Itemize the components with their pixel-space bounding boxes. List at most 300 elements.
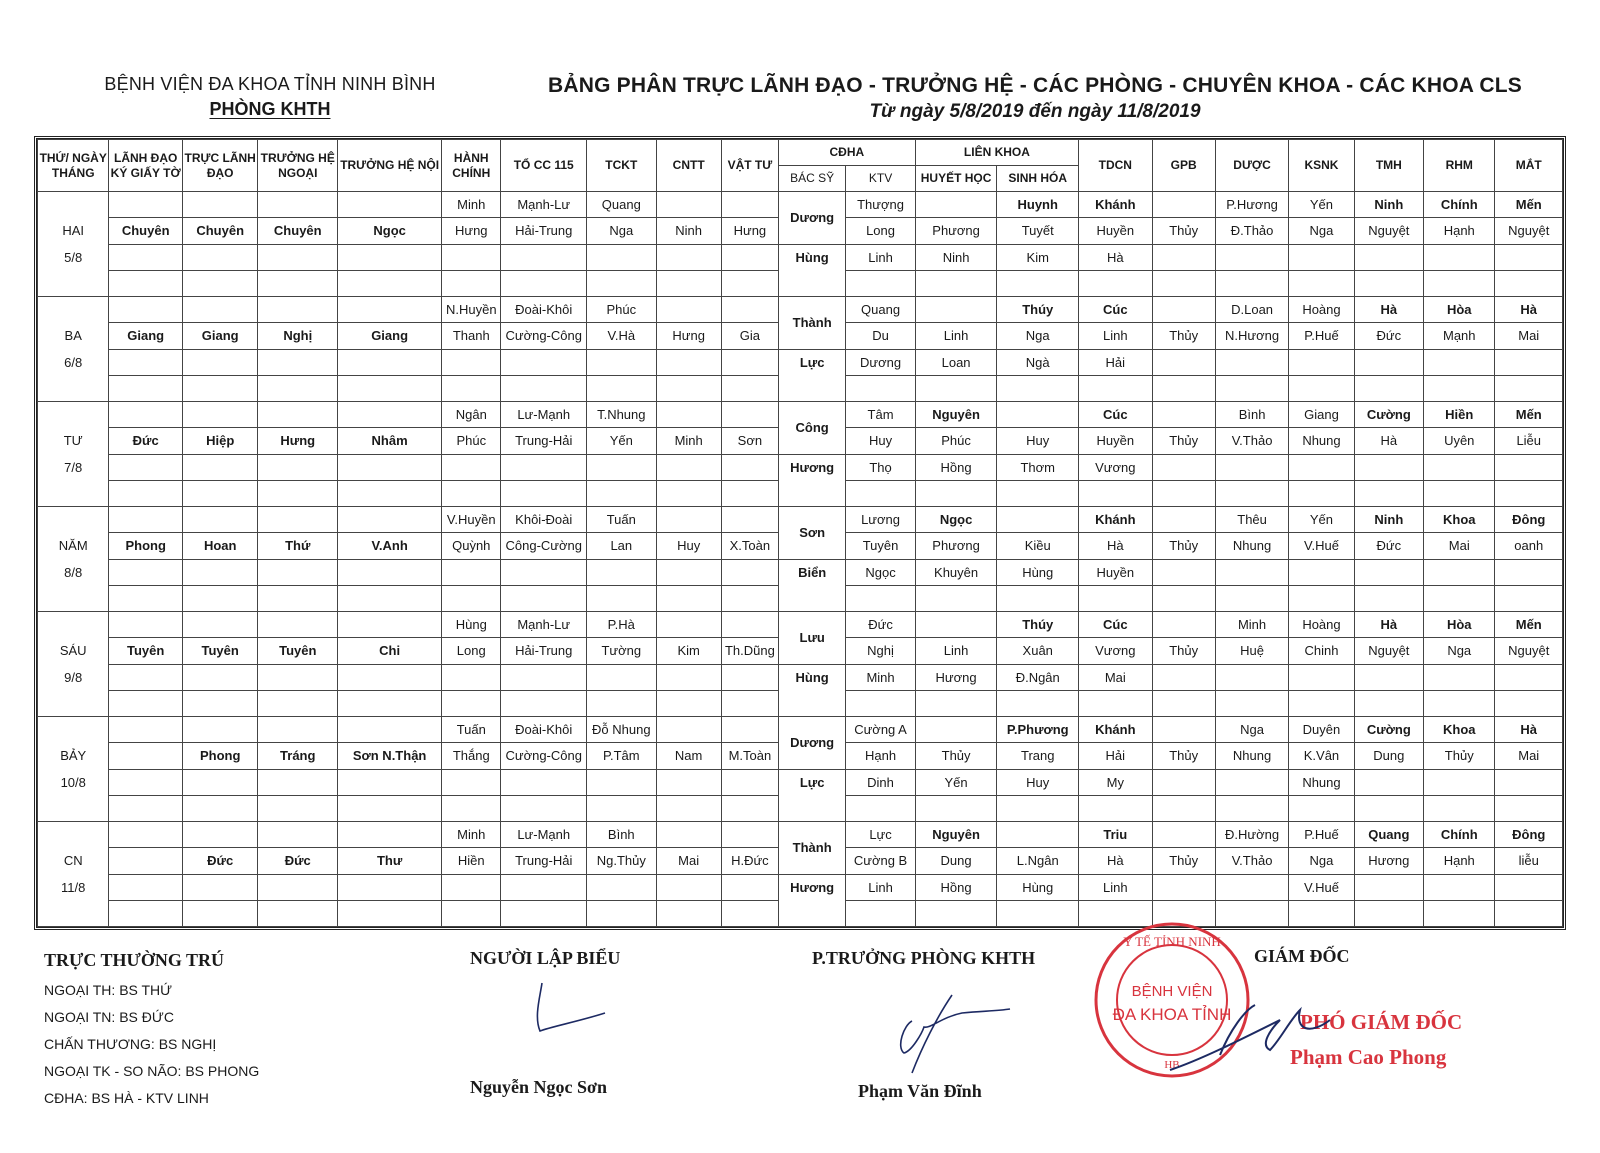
schedule-cell: Vương xyxy=(1079,454,1152,480)
schedule-cell: N.Hương xyxy=(1215,323,1288,349)
schedule-cell: Tuyên xyxy=(258,638,338,664)
schedule-cell: Hiền xyxy=(442,848,501,874)
schedule-cell xyxy=(338,559,442,585)
schedule-cell xyxy=(338,507,442,533)
schedule-cell: Chuyên xyxy=(109,218,182,244)
schedule-cell: Đức xyxy=(1354,323,1423,349)
schedule-cell: Hương xyxy=(1354,848,1423,874)
schedule-cell: Thêu xyxy=(1215,507,1288,533)
schedule-cell xyxy=(1424,244,1495,270)
schedule-cell xyxy=(442,480,501,506)
schedule-cell: Dung xyxy=(1354,743,1423,769)
day-cell xyxy=(38,690,109,716)
schedule-cell xyxy=(1152,585,1215,611)
schedule-cell xyxy=(1495,900,1563,926)
schedule-cell xyxy=(501,244,587,270)
schedule-cell: Yến xyxy=(1289,507,1354,533)
schedule-cell: Mai xyxy=(1424,533,1495,559)
schedule-cell xyxy=(721,822,778,848)
schedule-cell: Hưng xyxy=(721,218,778,244)
schedule-cell xyxy=(338,900,442,926)
schedule-cell xyxy=(182,402,258,428)
table-row xyxy=(38,769,1563,795)
table-row xyxy=(38,559,1563,585)
schedule-cell: Hà xyxy=(1495,297,1563,323)
schedule-cell xyxy=(182,822,258,848)
schedule-cell: Liễu xyxy=(1495,428,1563,454)
schedule-cell xyxy=(915,297,997,323)
cdha-doctor-cell: Thành xyxy=(778,822,845,875)
schedule-cell xyxy=(1495,795,1563,821)
col-header-cdha-ktv: KTV xyxy=(846,166,915,192)
schedule-cell: Bình xyxy=(587,822,656,848)
schedule-cell: Mai xyxy=(1495,743,1563,769)
schedule-cell xyxy=(1424,690,1495,716)
schedule-cell: Giang xyxy=(1289,402,1354,428)
schedule-cell: Mạnh-Lư xyxy=(501,612,587,638)
schedule-cell: Phúc xyxy=(587,297,656,323)
schedule-cell xyxy=(501,270,587,296)
day-cell: 10/8 xyxy=(38,769,109,795)
schedule-cell xyxy=(258,717,338,743)
schedule-cell xyxy=(721,690,778,716)
schedule-cell xyxy=(1152,270,1215,296)
schedule-cell xyxy=(656,900,721,926)
day-cell: 8/8 xyxy=(38,559,109,585)
schedule-cell: Hồng xyxy=(915,874,997,900)
schedule-cell xyxy=(721,612,778,638)
schedule-cell: Thủy xyxy=(1424,743,1495,769)
schedule-cell: Nghị xyxy=(846,638,915,664)
schedule-cell xyxy=(258,769,338,795)
schedule-cell: Yến xyxy=(587,428,656,454)
schedule-cell: Hoàng xyxy=(1289,297,1354,323)
schedule-cell xyxy=(656,192,721,218)
schedule-cell: Thủy xyxy=(915,743,997,769)
schedule-cell xyxy=(721,192,778,218)
schedule-cell: Huyền xyxy=(1079,428,1152,454)
col-header-lk-sh: SINH HÓA xyxy=(997,166,1079,192)
schedule-cell: Hưng xyxy=(258,428,338,454)
schedule-cell: Hùng xyxy=(442,612,501,638)
schedule-cell xyxy=(587,349,656,375)
schedule-cell: Thượng xyxy=(846,192,915,218)
schedule-cell xyxy=(258,585,338,611)
schedule-cell xyxy=(1079,270,1152,296)
schedule-cell: Dung xyxy=(915,848,997,874)
schedule-cell: Hạnh xyxy=(1424,848,1495,874)
schedule-cell xyxy=(915,192,997,218)
schedule-cell xyxy=(915,480,997,506)
schedule-cell xyxy=(656,795,721,821)
schedule-cell: Hà xyxy=(1354,297,1423,323)
schedule-cell xyxy=(442,559,501,585)
schedule-cell xyxy=(442,664,501,690)
schedule-cell xyxy=(997,690,1079,716)
table-row xyxy=(38,664,1563,690)
schedule-cell xyxy=(997,480,1079,506)
schedule-cell: Cúc xyxy=(1079,612,1152,638)
schedule-cell: Linh xyxy=(915,638,997,664)
schedule-cell: K.Vân xyxy=(1289,743,1354,769)
schedule-cell: V.Thảo xyxy=(1215,428,1288,454)
schedule-cell: Mến xyxy=(1495,612,1563,638)
schedule-cell xyxy=(1289,690,1354,716)
schedule-cell xyxy=(1152,717,1215,743)
schedule-cell xyxy=(587,244,656,270)
col-header-c2: TRỰC LÃNH ĐẠO xyxy=(182,140,258,192)
schedule-cell: Ninh xyxy=(1354,192,1423,218)
schedule-cell xyxy=(915,585,997,611)
schedule-cell xyxy=(1354,270,1423,296)
schedule-cell xyxy=(258,480,338,506)
schedule-cell xyxy=(338,874,442,900)
schedule-cell: Yến xyxy=(915,769,997,795)
schedule-cell xyxy=(656,454,721,480)
schedule-cell xyxy=(1079,375,1152,401)
schedule-cell xyxy=(997,270,1079,296)
cdha-doctor-cell: Lực xyxy=(778,349,845,402)
schedule-cell: Thủy xyxy=(1152,323,1215,349)
deputy-head-title: P.TRƯỞNG PHÒNG KHTH xyxy=(812,948,1036,968)
cdha-doctor-cell: Dương xyxy=(778,192,845,245)
cdha-doctor-cell: Lực xyxy=(778,769,845,822)
schedule-cell xyxy=(501,585,587,611)
schedule-cell xyxy=(1079,585,1152,611)
schedule-cell xyxy=(1152,664,1215,690)
schedule-cell xyxy=(721,480,778,506)
schedule-cell xyxy=(1289,795,1354,821)
schedule-cell xyxy=(1354,559,1423,585)
schedule-cell: Nam xyxy=(656,743,721,769)
resident-duty-line: CĐHA: BS HÀ - KTV LINH xyxy=(44,1090,209,1106)
schedule-cell xyxy=(109,717,182,743)
table-row xyxy=(38,507,1563,533)
schedule-cell: Cường-Công xyxy=(501,323,587,349)
schedule-cell xyxy=(182,795,258,821)
schedule-cell: Cường-Công xyxy=(501,743,587,769)
schedule-cell xyxy=(1424,559,1495,585)
schedule-cell xyxy=(997,900,1079,926)
schedule-cell: Hưng xyxy=(656,323,721,349)
schedule-cell: Hà xyxy=(1495,717,1563,743)
schedule-cell xyxy=(587,585,656,611)
col-header-day: THỨ/ NGÀY THÁNG xyxy=(38,140,109,192)
schedule-cell xyxy=(338,612,442,638)
col-header-c1: LÃNH ĐẠO KÝ GIẤY TỜ xyxy=(109,140,182,192)
schedule-cell xyxy=(656,717,721,743)
schedule-cell xyxy=(721,349,778,375)
day-cell xyxy=(38,402,109,428)
schedule-cell xyxy=(182,664,258,690)
deputy-head-name: Phạm Văn Đĩnh xyxy=(858,1081,982,1101)
schedule-cell xyxy=(656,402,721,428)
schedule-cell xyxy=(1215,454,1288,480)
schedule-cell xyxy=(182,244,258,270)
schedule-cell xyxy=(656,480,721,506)
schedule-cell: D.Loan xyxy=(1215,297,1288,323)
schedule-cell: Hạnh xyxy=(1424,218,1495,244)
schedule-cell: Ninh xyxy=(1354,507,1423,533)
schedule-cell xyxy=(109,690,182,716)
schedule-cell: Quang xyxy=(1354,822,1423,848)
schedule-cell xyxy=(338,244,442,270)
schedule-cell: Huệ xyxy=(1215,638,1288,664)
schedule-cell: Nhung xyxy=(1215,743,1288,769)
schedule-cell: Hương xyxy=(915,664,997,690)
schedule-cell xyxy=(721,559,778,585)
schedule-cell: Phúc xyxy=(442,428,501,454)
schedule-cell xyxy=(587,559,656,585)
schedule-cell xyxy=(182,507,258,533)
day-cell: 7/8 xyxy=(38,454,109,480)
schedule-cell: Kiều xyxy=(997,533,1079,559)
schedule-cell: Đông xyxy=(1495,507,1563,533)
schedule-cell xyxy=(442,874,501,900)
schedule-cell xyxy=(338,192,442,218)
schedule-cell: V.Huế xyxy=(1289,533,1354,559)
schedule-cell xyxy=(1354,349,1423,375)
schedule-cell: L.Ngân xyxy=(997,848,1079,874)
schedule-cell xyxy=(997,822,1079,848)
day-cell xyxy=(38,297,109,323)
schedule-cell xyxy=(1354,585,1423,611)
schedule-cell: Phúc xyxy=(915,428,997,454)
schedule-cell xyxy=(1289,454,1354,480)
schedule-cell: Hải xyxy=(1079,743,1152,769)
schedule-cell xyxy=(1152,795,1215,821)
duty-table-frame xyxy=(34,136,1566,930)
schedule-cell xyxy=(656,874,721,900)
schedule-cell xyxy=(846,900,915,926)
schedule-cell xyxy=(109,612,182,638)
schedule-cell xyxy=(182,454,258,480)
schedule-cell xyxy=(587,480,656,506)
schedule-cell xyxy=(338,664,442,690)
schedule-cell xyxy=(109,480,182,506)
schedule-cell xyxy=(915,795,997,821)
schedule-cell xyxy=(182,769,258,795)
schedule-cell: Minh xyxy=(1215,612,1288,638)
schedule-cell xyxy=(442,585,501,611)
schedule-cell: Linh xyxy=(1079,874,1152,900)
schedule-cell xyxy=(258,454,338,480)
schedule-cell xyxy=(721,454,778,480)
cdha-doctor-cell: Hùng xyxy=(778,664,845,717)
schedule-cell: Hiệp xyxy=(182,428,258,454)
schedule-cell xyxy=(338,454,442,480)
schedule-cell: Huy xyxy=(656,533,721,559)
schedule-cell: liễu xyxy=(1495,848,1563,874)
resident-duty-line: CHẤN THƯƠNG: BS NGHỊ xyxy=(44,1036,217,1052)
schedule-cell: X.Toàn xyxy=(721,533,778,559)
schedule-cell xyxy=(1495,874,1563,900)
schedule-cell: Mến xyxy=(1495,192,1563,218)
schedule-cell xyxy=(442,349,501,375)
schedule-cell: Cường xyxy=(1354,402,1423,428)
schedule-cell: Linh xyxy=(846,244,915,270)
schedule-cell xyxy=(501,349,587,375)
schedule-cell xyxy=(1152,612,1215,638)
document-title-block xyxy=(505,74,1565,123)
schedule-cell xyxy=(1079,795,1152,821)
col-header-c15: GPB xyxy=(1152,140,1215,192)
schedule-cell xyxy=(721,900,778,926)
cdha-doctor-cell: Hương xyxy=(778,454,845,507)
schedule-cell: Mến xyxy=(1495,402,1563,428)
resident-duty-line: NGOẠI TH: BS THỨ xyxy=(44,982,173,998)
schedule-cell: Hiền xyxy=(1424,402,1495,428)
schedule-cell: Thúy xyxy=(997,297,1079,323)
schedule-cell xyxy=(656,244,721,270)
schedule-cell: Đoài-Khôi xyxy=(501,297,587,323)
schedule-cell: Tuấn xyxy=(442,717,501,743)
day-cell xyxy=(38,585,109,611)
col-header-c16: DƯỢC xyxy=(1215,140,1288,192)
schedule-cell xyxy=(1354,769,1423,795)
schedule-cell xyxy=(258,664,338,690)
schedule-cell xyxy=(338,795,442,821)
schedule-cell xyxy=(338,349,442,375)
schedule-cell xyxy=(846,690,915,716)
schedule-cell: Minh xyxy=(656,428,721,454)
schedule-cell: Du xyxy=(846,323,915,349)
day-cell xyxy=(38,717,109,743)
schedule-cell xyxy=(1495,244,1563,270)
schedule-cell: Nguyệt xyxy=(1495,638,1563,664)
schedule-cell xyxy=(442,900,501,926)
cdha-doctor-cell: Biển xyxy=(778,559,845,612)
schedule-cell xyxy=(1215,585,1288,611)
schedule-cell xyxy=(1079,690,1152,716)
schedule-cell: Đ.Hường xyxy=(1215,822,1288,848)
table-row xyxy=(38,349,1563,375)
schedule-cell xyxy=(1289,349,1354,375)
col-header-c17: KSNK xyxy=(1289,140,1354,192)
schedule-cell xyxy=(442,795,501,821)
schedule-cell: Thủy xyxy=(1152,533,1215,559)
schedule-cell: Đ.Ngân xyxy=(997,664,1079,690)
schedule-cell xyxy=(1289,244,1354,270)
table-row xyxy=(38,874,1563,900)
schedule-cell: Yến xyxy=(1289,192,1354,218)
schedule-cell: Phương xyxy=(915,218,997,244)
schedule-cell: Linh xyxy=(915,323,997,349)
schedule-cell xyxy=(846,270,915,296)
schedule-body xyxy=(38,192,1563,927)
schedule-cell: Phương xyxy=(915,533,997,559)
schedule-cell: Hải xyxy=(1079,349,1152,375)
schedule-cell: Cường A xyxy=(846,717,915,743)
schedule-cell xyxy=(656,585,721,611)
schedule-cell xyxy=(338,297,442,323)
schedule-cell: Thắng xyxy=(442,743,501,769)
schedule-cell xyxy=(442,244,501,270)
schedule-cell: Cường B xyxy=(846,848,915,874)
schedule-cell xyxy=(258,900,338,926)
schedule-cell: Nhung xyxy=(1289,428,1354,454)
col-header-c9: VẬT TƯ xyxy=(721,140,778,192)
schedule-cell xyxy=(182,297,258,323)
schedule-cell: Mai xyxy=(1079,664,1152,690)
schedule-cell: Cúc xyxy=(1079,402,1152,428)
schedule-cell: Giang xyxy=(182,323,258,349)
schedule-cell xyxy=(338,270,442,296)
col-header-c3: TRƯỞNG HỆ NGOẠI xyxy=(258,140,338,192)
schedule-cell: Khuyên xyxy=(915,559,997,585)
col-header-c20: MẮT xyxy=(1495,140,1563,192)
day-cell xyxy=(38,822,109,848)
schedule-cell xyxy=(109,270,182,296)
table-row xyxy=(38,717,1563,743)
schedule-cell xyxy=(109,559,182,585)
schedule-cell: Vương xyxy=(1079,638,1152,664)
schedule-cell xyxy=(338,585,442,611)
schedule-cell: Đông xyxy=(1495,822,1563,848)
schedule-cell: Bình xyxy=(1215,402,1288,428)
schedule-cell xyxy=(1495,349,1563,375)
schedule-cell xyxy=(109,795,182,821)
schedule-cell xyxy=(1215,795,1288,821)
preparer-signature-icon xyxy=(470,977,610,1047)
cdha-doctor-cell: Dương xyxy=(778,717,845,770)
schedule-cell xyxy=(997,402,1079,428)
schedule-cell: Nga xyxy=(587,218,656,244)
schedule-cell: Thọ xyxy=(846,454,915,480)
schedule-cell: Nguyệt xyxy=(1354,218,1423,244)
schedule-cell: Lan xyxy=(587,533,656,559)
schedule-cell: Hòa xyxy=(1424,297,1495,323)
schedule-cell: V.Huyền xyxy=(442,507,501,533)
schedule-cell xyxy=(258,559,338,585)
schedule-cell xyxy=(1495,375,1563,401)
schedule-cell: Thủy xyxy=(1152,848,1215,874)
schedule-cell xyxy=(258,349,338,375)
schedule-cell xyxy=(1152,454,1215,480)
schedule-cell xyxy=(1152,769,1215,795)
col-header-c5: HÀNH CHÍNH xyxy=(442,140,501,192)
hospital-name: BỆNH VIỆN ĐA KHOA TỈNH NINH BÌNH xyxy=(104,74,436,94)
schedule-cell: Hòa xyxy=(1424,612,1495,638)
schedule-cell: Nguyên xyxy=(915,822,997,848)
schedule-cell xyxy=(915,717,997,743)
cdha-doctor-cell: Thành xyxy=(778,297,845,350)
schedule-cell: Tuyên xyxy=(182,638,258,664)
schedule-cell xyxy=(1152,690,1215,716)
schedule-cell xyxy=(1354,454,1423,480)
schedule-cell: Huy xyxy=(846,428,915,454)
schedule-cell xyxy=(656,349,721,375)
schedule-cell xyxy=(656,664,721,690)
schedule-cell: Cúc xyxy=(1079,297,1152,323)
schedule-cell xyxy=(1215,690,1288,716)
schedule-cell xyxy=(1152,480,1215,506)
schedule-cell: Chuyên xyxy=(258,218,338,244)
schedule-cell: Khánh xyxy=(1079,507,1152,533)
schedule-cell xyxy=(1289,375,1354,401)
schedule-cell: Thứ xyxy=(258,533,338,559)
schedule-cell: Dinh xyxy=(846,769,915,795)
schedule-cell xyxy=(501,664,587,690)
day-cell xyxy=(38,270,109,296)
schedule-cell: Đoài-Khôi xyxy=(501,717,587,743)
schedule-cell xyxy=(1424,375,1495,401)
schedule-cell: Đức xyxy=(1354,533,1423,559)
schedule-cell xyxy=(182,349,258,375)
schedule-cell xyxy=(109,244,182,270)
schedule-cell xyxy=(721,717,778,743)
col-header-c6: TỔ CC 115 xyxy=(501,140,587,192)
